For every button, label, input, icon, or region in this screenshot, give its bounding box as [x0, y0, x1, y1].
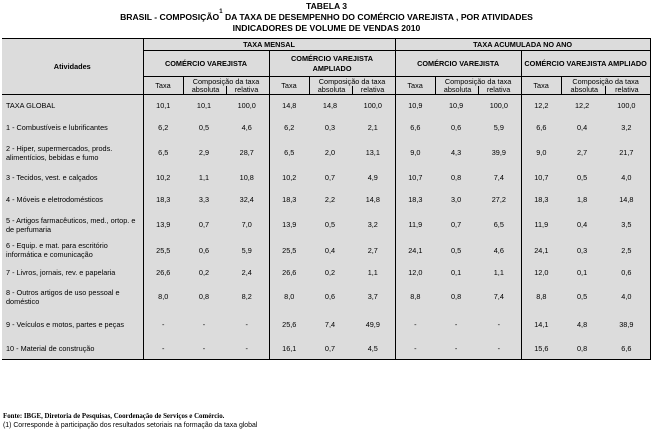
row-label: 5 - Artigos farmacêuticos, med., ortop. e de perfumaria: [2, 211, 143, 239]
value-cell: 39,9: [477, 139, 521, 167]
value-cell: 14,8: [309, 95, 351, 117]
value-cell: 12,2: [521, 95, 561, 117]
table-title: [0, 9, 653, 23]
value-cell: 0,7: [435, 211, 477, 239]
value-cell: 2,9: [183, 139, 225, 167]
value-cell: 8,0: [143, 283, 183, 311]
value-cell: 3,2: [603, 117, 650, 139]
value-cell: 1,1: [351, 262, 395, 283]
value-cell: 11,9: [521, 211, 561, 239]
value-cell: 0,5: [435, 239, 477, 262]
value-cell: 8,8: [521, 283, 561, 311]
composicao-split: [186, 86, 267, 94]
value-cell: 3,5: [603, 211, 650, 239]
value-cell: 0,1: [561, 262, 603, 283]
value-cell: -: [183, 339, 225, 360]
row-label: TAXA GLOBAL: [2, 95, 143, 117]
table-row: [2, 311, 650, 339]
value-cell: 2,7: [561, 139, 603, 167]
value-cell: 1,8: [561, 189, 603, 211]
value-cell: 3,3: [183, 189, 225, 211]
value-cell: 8,0: [269, 283, 309, 311]
row-label: 1 - Combustíveis e lubrificantes: [2, 117, 143, 139]
value-cell: 8,8: [395, 283, 435, 311]
value-cell: 25,5: [143, 239, 183, 262]
value-cell: 0,6: [603, 262, 650, 283]
value-cell: 0,8: [435, 283, 477, 311]
value-cell: 6,5: [269, 139, 309, 167]
value-cell: 4,5: [351, 339, 395, 360]
value-cell: 7,0: [225, 211, 269, 239]
value-cell: 6,6: [395, 117, 435, 139]
value-cell: 8,2: [225, 283, 269, 311]
activities-header: Atividades: [2, 39, 143, 95]
taxa-acumulada-header: TAXA ACUMULADA NO ANO: [395, 39, 650, 51]
value-cell: 4,6: [477, 239, 521, 262]
value-cell: 2,1: [351, 117, 395, 139]
value-cell: 3,2: [351, 211, 395, 239]
value-cell: 0,4: [561, 211, 603, 239]
value-cell: 10,1: [143, 95, 183, 117]
value-cell: 0,6: [435, 117, 477, 139]
value-cell: 18,3: [269, 189, 309, 211]
absoluta-label: absoluta: [564, 86, 607, 94]
value-cell: 18,3: [521, 189, 561, 211]
row-label: 9 - Veículos e motos, partes e peças: [2, 311, 143, 339]
source-note: Fonte: IBGE, Diretoria de Pesquisas, Coordenação de Serviços e Comércio.: [3, 413, 225, 420]
composicao-subheader: [183, 77, 269, 95]
value-cell: 7,4: [309, 311, 351, 339]
value-cell: 12,2: [561, 95, 603, 117]
value-cell: 24,1: [521, 239, 561, 262]
value-cell: 13,1: [351, 139, 395, 167]
value-cell: -: [477, 339, 521, 360]
table-row: [2, 239, 650, 262]
value-cell: -: [143, 311, 183, 339]
value-cell: 0,7: [309, 167, 351, 189]
value-cell: 6,2: [269, 117, 309, 139]
value-cell: 10,7: [521, 167, 561, 189]
composicao-subheader: [309, 77, 395, 95]
row-label: 6 - Equip. e mat. para escritório informática e comunicação: [2, 239, 143, 262]
value-cell: 14,8: [603, 189, 650, 211]
value-cell: 5,9: [477, 117, 521, 139]
composicao-split: [564, 86, 648, 94]
value-cell: 0,8: [561, 339, 603, 360]
value-cell: 14,8: [351, 189, 395, 211]
row-label: 10 - Material de construção: [2, 339, 143, 360]
composicao-label: Composição da taxa: [318, 76, 386, 86]
value-cell: 0,5: [309, 211, 351, 239]
value-cell: 2,5: [603, 239, 650, 262]
value-cell: 26,6: [269, 262, 309, 283]
value-cell: 38,9: [603, 311, 650, 339]
value-cell: 3,0: [435, 189, 477, 211]
value-cell: 18,3: [143, 189, 183, 211]
row-label: 4 - Móveis e eletrodomésticos: [2, 189, 143, 211]
value-cell: -: [143, 339, 183, 360]
absoluta-label: absoluta: [438, 86, 479, 94]
value-cell: 6,6: [603, 339, 650, 360]
value-cell: 7,4: [477, 167, 521, 189]
comercio-varejista-header: COMÉRCIO VAREJISTA: [143, 51, 269, 77]
row-label: 7 - Livros, jornais, rev. e papelaria: [2, 262, 143, 283]
comercio-ampliado-header-acumulada: COMÉRCIO VAREJISTA AMPLIADO: [521, 51, 650, 77]
value-cell: 0,1: [435, 262, 477, 283]
table-row: [2, 211, 650, 239]
value-cell: 10,2: [143, 167, 183, 189]
value-cell: 0,5: [561, 283, 603, 311]
value-cell: 6,2: [143, 117, 183, 139]
value-cell: 18,3: [395, 189, 435, 211]
table-header: [2, 39, 650, 95]
value-cell: 49,9: [351, 311, 395, 339]
value-cell: 32,4: [225, 189, 269, 211]
value-cell: 0,3: [561, 239, 603, 262]
value-cell: -: [183, 311, 225, 339]
data-table: [2, 38, 651, 360]
absoluta-label: absoluta: [312, 86, 353, 94]
row-label: 3 - Tecidos, vest. e calçados: [2, 167, 143, 189]
value-cell: 12,0: [521, 262, 561, 283]
value-cell: 11,9: [395, 211, 435, 239]
value-cell: 100,0: [225, 95, 269, 117]
value-cell: 9,0: [521, 139, 561, 167]
taxa-subheader: Taxa: [143, 77, 183, 95]
value-cell: 4,3: [435, 139, 477, 167]
value-cell: 5,9: [225, 239, 269, 262]
value-cell: 0,6: [183, 239, 225, 262]
value-cell: 10,9: [395, 95, 435, 117]
value-cell: -: [477, 311, 521, 339]
value-cell: 27,2: [477, 189, 521, 211]
value-cell: 0,4: [561, 117, 603, 139]
table-subtitle: INDICADORES DE VOLUME DE VENDAS 2010: [232, 23, 421, 33]
value-cell: 24,1: [395, 239, 435, 262]
composicao-split: [312, 86, 393, 94]
value-cell: 0,8: [183, 283, 225, 311]
value-cell: 1,1: [183, 167, 225, 189]
relativa-label: relativa: [486, 84, 511, 94]
value-cell: 4,6: [225, 117, 269, 139]
value-cell: 0,7: [183, 211, 225, 239]
value-cell: 12,0: [395, 262, 435, 283]
value-cell: 4,8: [561, 311, 603, 339]
composicao-label: Composição da taxa: [192, 76, 260, 86]
composicao-label: Composição da taxa: [572, 76, 639, 86]
row-label: 2 - Hiper, supermercados, prods. alimentícios, bebidas e fumo: [2, 139, 143, 167]
value-cell: 0,3: [309, 117, 351, 139]
table-row: [2, 283, 650, 311]
value-cell: 2,7: [351, 239, 395, 262]
title-prefix: BRASIL - COMPOSIÇÃO: [120, 12, 220, 22]
value-cell: 7,4: [477, 283, 521, 311]
value-cell: 2,0: [309, 139, 351, 167]
value-cell: -: [435, 311, 477, 339]
value-cell: 100,0: [477, 95, 521, 117]
table-body: [2, 95, 650, 360]
taxa-mensal-header: TAXA MENSAL: [143, 39, 395, 51]
value-cell: 2,4: [225, 262, 269, 283]
value-cell: 0,6: [309, 283, 351, 311]
value-cell: 26,6: [143, 262, 183, 283]
value-cell: 4,9: [351, 167, 395, 189]
value-cell: 6,5: [143, 139, 183, 167]
value-cell: 10,8: [225, 167, 269, 189]
value-cell: 14,8: [269, 95, 309, 117]
value-cell: 0,8: [435, 167, 477, 189]
value-cell: 14,1: [521, 311, 561, 339]
value-cell: 15,6: [521, 339, 561, 360]
taxa-subheader: Taxa: [521, 77, 561, 95]
relativa-label: relativa: [615, 84, 639, 94]
value-cell: 6,6: [521, 117, 561, 139]
table-row: [2, 167, 650, 189]
footnote: (1) Corresponde à participação dos resultados setoriais na formação da taxa global: [3, 422, 258, 429]
value-cell: 2,2: [309, 189, 351, 211]
value-cell: 0,2: [309, 262, 351, 283]
value-cell: 10,2: [269, 167, 309, 189]
composicao-subheader: [435, 77, 521, 95]
value-cell: 1,1: [477, 262, 521, 283]
title-suffix: DA TAXA DE DESEMPENHO DO COMÉRCIO VAREJISTA , POR ATIVIDADES: [222, 12, 533, 22]
table-row: [2, 262, 650, 283]
value-cell: 0,2: [183, 262, 225, 283]
composicao-label: Composição da taxa: [444, 76, 512, 86]
value-cell: 10,1: [183, 95, 225, 117]
table-row: [2, 189, 650, 211]
absoluta-label: absoluta: [186, 86, 227, 94]
relativa-label: relativa: [360, 84, 385, 94]
value-cell: 100,0: [603, 95, 650, 117]
table-row: [2, 95, 650, 117]
value-cell: 25,5: [269, 239, 309, 262]
title-footnote-mark: 1: [219, 9, 223, 15]
value-cell: 0,5: [561, 167, 603, 189]
table-row: [2, 339, 650, 360]
value-cell: 10,9: [435, 95, 477, 117]
value-cell: 6,5: [477, 211, 521, 239]
comercio-ampliado-header: COMÉRCIO VAREJISTA AMPLIADO: [269, 51, 395, 77]
value-cell: 25,6: [269, 311, 309, 339]
taxa-subheader: Taxa: [269, 77, 309, 95]
value-cell: 9,0: [395, 139, 435, 167]
composicao-split: [438, 86, 519, 94]
value-cell: 0,5: [183, 117, 225, 139]
value-cell: 3,7: [351, 283, 395, 311]
relativa-label: relativa: [234, 84, 259, 94]
value-cell: -: [225, 339, 269, 360]
composicao-subheader: [561, 77, 650, 95]
value-cell: -: [225, 311, 269, 339]
taxa-subheader: Taxa: [395, 77, 435, 95]
table-row: [2, 117, 650, 139]
value-cell: 28,7: [225, 139, 269, 167]
value-cell: 13,9: [269, 211, 309, 239]
value-cell: 10,7: [395, 167, 435, 189]
value-cell: 4,0: [603, 283, 650, 311]
value-cell: -: [435, 339, 477, 360]
value-cell: 4,0: [603, 167, 650, 189]
table-row: [2, 139, 650, 167]
value-cell: -: [395, 311, 435, 339]
value-cell: 0,4: [309, 239, 351, 262]
comercio-varejista-header-acumulada: COMÉRCIO VAREJISTA: [395, 51, 521, 77]
value-cell: 16,1: [269, 339, 309, 360]
row-label: 8 - Outros artigos de uso pessoal e doméstico: [2, 283, 143, 311]
value-cell: 0,7: [309, 339, 351, 360]
value-cell: -: [395, 339, 435, 360]
value-cell: 13,9: [143, 211, 183, 239]
value-cell: 100,0: [351, 95, 395, 117]
value-cell: 21,7: [603, 139, 650, 167]
table-number: TABELA 3: [305, 1, 348, 11]
